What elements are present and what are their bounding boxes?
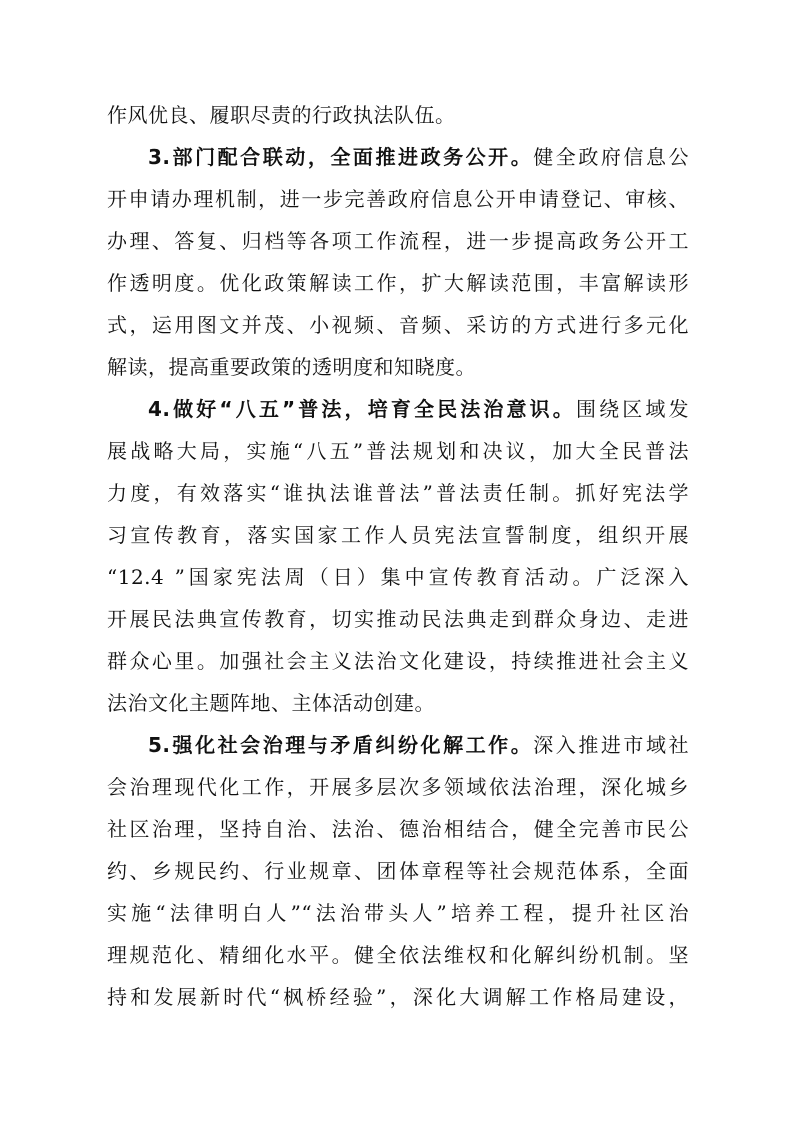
paragraph-line xyxy=(148,724,689,766)
paragraph-line: 解读，提高重要政策的透明度和知晓度。 xyxy=(107,355,476,379)
section-heading: 4.做好“八五”普法，培育全民法治意识。 xyxy=(148,397,576,421)
paragraph-line: 社区治理，坚持自治、法治、德治相结合，健全完善市民公 xyxy=(107,817,689,841)
paragraph-line: 式，运用图文并茂、小视频、音频、采访的方式进行多元化 xyxy=(107,313,689,337)
paragraph-line: 群众心里。加强社会主义法治文化建设，持续推进社会主义 xyxy=(107,649,689,673)
paragraph-line: 办理、答复、归档等各项工作流程，进一步提高政务公开工 xyxy=(107,229,689,253)
paragraph-text: 健全政府信息公 xyxy=(533,145,690,169)
paragraph-text: 围绕区域发 xyxy=(575,397,689,421)
section-heading: 5.强化社会治理与矛盾纠纷化解工作。 xyxy=(148,733,534,757)
paragraph-line: 作透明度。优化政策解读工作，扩大解读范围，丰富解读形 xyxy=(107,271,689,295)
paragraph-text: 深入推进市域社 xyxy=(533,733,690,757)
paragraph-line xyxy=(148,136,689,178)
paragraph-line: 展战略大局，实施“八五”普法规划和决议，加大全民普法 xyxy=(107,439,689,463)
paragraph-line: 习宣传教育，落实国家工作人员宪法宣誓制度，组织开展 xyxy=(107,523,689,547)
paragraph-line xyxy=(148,388,689,430)
paragraph-line: 开申请办理机制，进一步完善政府信息公开申请登记、审核、 xyxy=(107,187,689,211)
paragraph-line: 持和发展新时代“枫桥经验”，深化大调解工作格局建设， xyxy=(107,985,689,1009)
section-heading: 3.部门配合联动，全面推进政务公开。 xyxy=(148,145,534,169)
paragraph-line: 理规范化、精细化水平。健全依法维权和化解纠纷机制。坚 xyxy=(107,943,689,967)
paragraph-line: 会治理现代化工作，开展多层次多领域依法治理，深化城乡 xyxy=(107,775,689,799)
paragraph-line: 法治文化主题阵地、主体活动创建。 xyxy=(107,691,435,715)
paragraph-line: 约、乡规民约、行业规章、团体章程等社会规范体系，全面 xyxy=(107,859,689,883)
paragraph-line: “12.4 ”国家宪法周（日）集中宣传教育活动。广泛深入 xyxy=(107,565,689,589)
paragraph-line: 实施“法律明白人”“法治带头人”培养工程，提升社区治 xyxy=(107,901,689,925)
paragraph-line: 开展民法典宣传教育，切实推动民法典走到群众身边、走进 xyxy=(107,607,689,631)
paragraph-line: 作风优良、履职尽责的行政执法队伍。 xyxy=(107,103,456,127)
paragraph-line: 力度，有效落实“谁执法谁普法”普法责任制。抓好宪法学 xyxy=(107,481,689,505)
